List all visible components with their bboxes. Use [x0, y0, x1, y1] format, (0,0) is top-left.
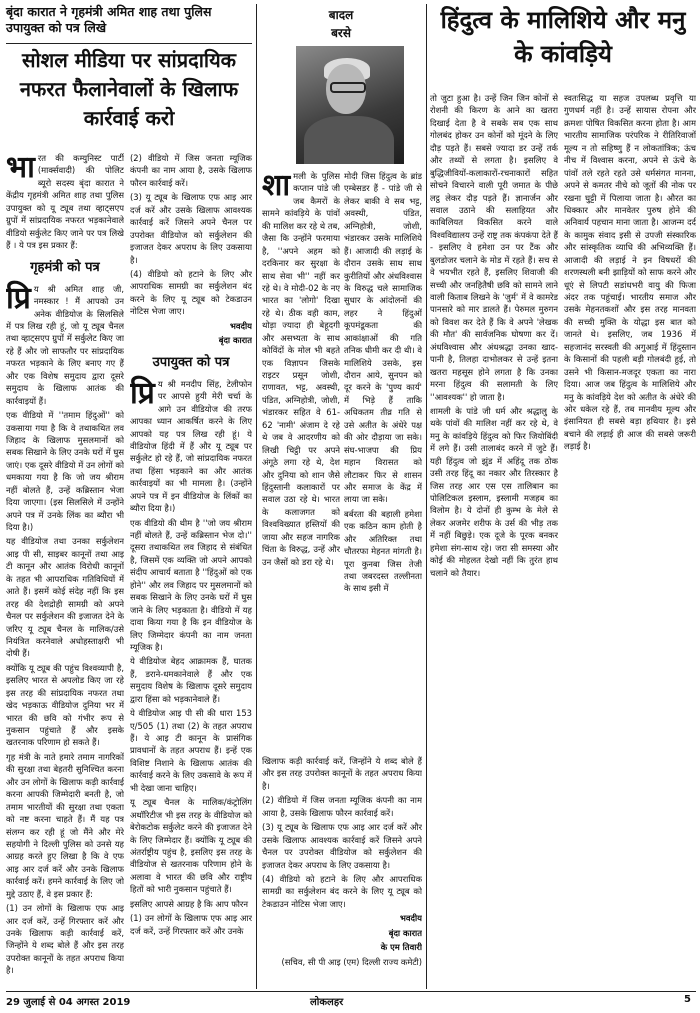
body-paragraph: एक वीडियो की थीम है ''जो जय श्रीराम नहीं बोलते हैं, उन्हें कब्रिस्तान भेज दो।'' दूसरा तथाकथित लव जिहाद से संबंधित है, जिसमें एक व्यक्ति जो अपने आपको संदीप आचार्य बताता है ''हिंदुओं को एक होने'' और लव जिहाद पर मुसलमानों को सबक सिखाने के लिए उनके घरों में घुस जाने के लिए भड़काता है। वीडियो में यह दावा किया गया है कि इन वीडियोज के लिए जिम्मेदार कंपनी का नाम जनता म्यूजिक है। [130, 517, 252, 652]
column-rule [256, 4, 257, 989]
body-paragraph: तो जुटा हुआ है। उन्हें जिन जिन कोनों से रोशनी की किरण के आने का खतरा दिखाई देता है वे सबके सब एक साथ गोलबंद होकर उन कोनों को मूंदने के लिए दौड़ पड़ते हैं। सबसे ज्यादा डर उन्हें तर्क और तथ्यों से लगता है। इसलिए वे बुद्धिजीवियों-कलाकारों-रचनाकारों सहित सोचने विचारने वाली पूरी जमात के पीछे लट्ठ लेकर दौड़ पड़ते हैं। ज्ञानार्जन और सवाल उठाने की सलाहियत और काबिलियत विकसित करने वाले विश्वविद्यालय उन्हें राष्ट्र तक कंपकंपा देते हैं - इसलिए वे हमेशा उन पर टैंक और बुलडोजर चलाने के मोड में रहते हैं। सच से वे भयभीत रहते हैं, इसलिए शिवाजी की सच्ची और जनहितैषी छवि को सामने लाने वाली किताब लिखने के 'जुर्म' में वे कामरेड पानसारे को मार डालते हैं। पेरुमल मुरुगन को विवश कर देते हैं कि वे अपने 'लेखक की मौत' की सार्वजनिक घोषणा कर दें। अंधविश्वास और अंधश्रद्धा उनका खाद-पानी है, तिलहा दाभोलकर से उन्हें इतना खतरा महसूस होने लगता है कि उनका मरना हिंदुत्व की सलामती के लिए ''आवश्यक'' हो जाता है। [430, 93, 558, 402]
body-paragraph: (4) वीडियो को हटाने के लिए और आपराधिक सामग्री का सर्कुलेशन बंद करने के लिए यू ट्यूब को टेकडाउन नोटिस भेजा जाए। [262, 873, 422, 909]
body-paragraph: खिलाफ कड़ी कार्रवाई करें, जिन्होंने ये शब्द बोले हैं और इस तरह उपरोक्त कानूनों के तहत अपराध किया है। [262, 756, 422, 791]
left-column-2 [130, 152, 252, 980]
footer-date: 29 जुलाई से 04 अगस्त 2019 [6, 997, 131, 1008]
body-paragraph: (4) वीडियो को हटाने के लिए और आपराधिक सामग्री का सर्कुलेशन बंद करने के लिए यू ट्यूब को टेकडाउन नोटिस भेजा जाए। [130, 268, 252, 317]
column-title-line: बादल [328, 8, 354, 22]
divider [6, 43, 252, 44]
subhead-commissioner: उपायुक्त को पत्र [152, 354, 230, 370]
drop-cap: प्रि [6, 280, 31, 316]
letter-paragraph: य श्री मनदीप सिंह, टेलीफोन पर आपसे हुयी मेरी चर्चा के आगे उन वीडियोज की तरफ आपका ध्यान आकर्षित करने के लिए आपको यह पत्र लिख रही हूं। ये वीडियोज हिंदी में हैं और यू ट्यूब पर सर्कुलेट हो रहे हैं, जो सांप्रदायिक नफरत तथा हिंसा भड़काने का और आतंक कार्रवाइयों का भी मामला है। (उन्होंने अपने पत्र में इन वीडियोज के लिंकों का ब्यौरा दिया है।) [130, 378, 252, 514]
body-paragraph: शामली के पांडे जी धर्म और श्रद्धालु के थके पांवों की मालिश नहीं कर रहे थे, वे मनु के कांवड़िये हिंदुत्व को फिर जियोबिंदी में लगे हैं। उसी तालाबंद करने में जुटे हैं। यही हिंदुत्व जो झुंड में अहिंदू तक ठोक उसी तरह हिंदू का नकार और तिरस्कार है जिस तरह आर एस एस तालिबान का पोलिटिकल इस्लाम, इस्लामी मजहब का विलोम है। ये दोनों ही कुम्भ के मेले से लेकर अजमेर शरीफ के उर्स की भीड़ तक में नहीं बिछुड़े। एक दूजे के पूरक बनकर हमेशा संग-साथ रहे। जरा सी समस्या और कोई की मोहलत देखो नहीं कि तुरंत हाथ चलाने को तैयार। [430, 405, 558, 578]
body-paragraph: इसलिए आपसे आग्रह है कि आप फौरन [130, 898, 248, 909]
left-column-1 [6, 152, 124, 980]
body-paragraph: मोदी जिस हिंदुत्व के ब्रांड एम्बेसडर हैं - पांडे जी से लेकर बाकी वे सब भट्ट, अवस्थी, पंडित, अग्निहोत्री, जोशी, भंडारकर उसके मालिशिये हैं। आजादी की लड़ाई के दौरान उसके साथ साथ कुरीतियों और अंधविश्वास के विरुद्ध चले सामाजिक सुधार के आंदोलनों की लहर ने हिंदुओं कूपमंडूकता की आकांक्षाओं की गति तनिक धीमी कर दी थी। वे मालिशिये उसके, इस दौरान आये, सुनपन को दूर करने के 'पुण्य कार्य' में भिड़े हैं ताकि अधिकतम तीव्र गति से उसे अतीत के अंधेरे पक्ष की ओर दौड़ाया जा सके। संघ-भाजपा की प्रिय महान विरासत को लौटाकर फिर से शासन और समाज के केंद्र में लाया जा सके। [344, 171, 422, 505]
drop-cap: शा [262, 170, 291, 203]
signoff-close: भवदीय [399, 913, 422, 924]
badal-column-b [344, 170, 422, 750]
body-paragraph: (2) वीडियो में जिस जनता म्यूजिक कंपनी का नाम आया है, उसके खिलाफ फौरन कार्रवाई करें। [262, 795, 422, 818]
body-paragraph: यह वीडियोज तथा उनका सर्कुलेशन आइ पी सी, साइबर कानूनों तथा आइ टी कानून और आतंक विरोधी कानूनों के तहत भी आपराधिक गतिविधियों में आते हैं। इसमें कोई संदेह नहीं कि इस तरह की देशद्रोही सामग्री को अपने चैनल पर सर्कुलेशन की इजाजत देने के जरिए यू ट्यूब चैनल के मालिक/उसे नियंत्रित करनेवाले अधोहस्ताक्षरी भी दोषी हैं। [6, 536, 124, 659]
footer-rule [6, 991, 696, 992]
signoff-name: के एम तिवारी [380, 942, 422, 953]
right-column-1 [430, 92, 558, 982]
drop-cap: भा [6, 152, 35, 185]
letter-continuation [262, 755, 422, 985]
body-paragraph: स्वतःसिद्ध या सहज उपलब्ध प्रवृत्ति या गुणधर्म नहीं है। उन्हें सायास रोपना और क्रमशः पोषित विकसित करना होता है। आम भारतीय सामाजिक परंपरिक ने रीतिरिवाजों मूल्य न तो सहिष्णु हैं न लोकतांत्रिक; ऊंच नीच में विश्वास करना, अपने से ऊंचे के पांवों तले रहते रहते उसे धर्मसंगत मानना, अपने से कमतर नीचे को जूतों की नोक पर रखना घुट्टी में पिलाया जाता है। औरत का धिक्कार और मानवेतर पुरुष होने की अनिवार्य पहचान माना जाता है। आजन्म दर्द के कामुक संवाद इसी से उपजी संस्कारिक और सांस्कृतिक व्याधि की अभिव्यक्ति हैं। आजादी की लड़ाई ने इन विषधरों की शरणस्थली बनी झाड़ियों को साफ करने और धूएं से लिपटी सडांधभरी वायु की फिजा अंदर तक पहुंचाई। भारतीय समाज और उसके मेहनतकशों और इस तरह मानवता की सच्ची मुक्ति के योद्धा इस बात को जानते थे। इसलिए, जब 1936 में सहजानंद सरस्वती की अगुआई में हिंदुस्तान के किसानों की पहली बड़ी गोलबंदी हुई, तो उसने भी किसान-मजदूर एकता का नारा दिया। आज जब हिंदुत्व के मालिशिये और मनु के कांवड़िये देश को अतीत के अंधेरे की ओर धकेल रहे हैं, तब मानवीय मूल्य और इंसानियत ही सबसे बड़ा हथियार है। इसे बचाने की लड़ाई ही आज की सबसे जरूरी लड़ाई है। [564, 93, 696, 452]
body-paragraph: ये वीडियोज आइ पी सी की धारा 153 ए/505 (1) तथा (2) के तहत अपराध हैं। ये आइ टी कानून के प्रासंगिक प्रावधानों के तहत अपराध हैं। इन्हें एक विशिष्ट निशाने के खिलाफ आतंक की कार्रवाई करने के लिए उकसावे के रूप में भी देखा जाना चाहिए। [130, 708, 252, 793]
kicker: बृंदा कारात ने गृहमंत्री अमित शाह तथा पुलिस उपायुक्त को पत्र लिखे [6, 4, 212, 35]
signoff-close: भवदीय [229, 320, 252, 331]
subhead-home-minister: गृहमंत्री को पत्र [30, 259, 100, 275]
left-headline: सोशल मीडिया पर सांप्रदायिक नफरत फैलानेवालों के खिलाफ कार्रवाई करो [19, 48, 239, 130]
body-paragraph: गृह मंत्री के नाते हमारे तमाम नागरिकों की सुरक्षा तथा बेहतरी सुनिश्चित करना और उन लोगों के खिलाफ कड़ी कार्रवाई करना आपकी जिम्मेदारी बनती है, जो तमाम भारतीयों की सुरक्षा तथा एकता को नष्ट करना चाहते हैं। मैं यह पत्र संलग्न कर रही हूं जो मैंने और मेरे सहयोगी ने दिल्ली पुलिस को उनसे यह आग्रह करते हुए लिखा है कि वे एफ आइ आर दर्ज करें और उनके खिलाफ कार्रवाई करें। हमने कार्रवाई के लिए जो मुद्दे उठाए हैं, वे इस प्रकार हैं: [6, 751, 124, 899]
body-paragraph: (3) यू ट्यूब के खिलाफ एफ आइ आर दर्ज करें और उसके खिलाफ आवश्यक कार्रवाई करें जिसने अपने चैनल पर उपरोक्त वीडियोज को सर्कुलेशन की इजाजत देकर अपराध के लिए उकसाया है। [130, 192, 252, 265]
columnist-photo [296, 46, 404, 164]
signoff-name: बृंदा कारात [218, 335, 252, 346]
signoff-role: (सचिव, सी पी आइ (एम) दिल्ली राज्य कमेटी) [281, 956, 422, 967]
column-title [262, 6, 420, 42]
body-paragraph: क्योंकि यू ट्यूब की पहुंच विश्वव्यापी है, इसलिए भारत से अपलोड किए जा रहे इस तरह की सांप्रदायिक नफरत तथा खेद भड़काऊ वीडियोज दुनिया भर में भारत की छवि को गंभीर रूप से नुकसान पहुंचाते हैं और इसके खतरनाक परिणाम हो सकते हैं। [6, 662, 124, 748]
right-headline: हिंदुत्व के मालिशिये और मनु के कांवड़िये [440, 6, 686, 68]
photo-glasses [330, 82, 366, 93]
signoff-name: बृंदा कारात [388, 927, 422, 938]
body-paragraph: बर्बरता की बहाली हमेशा एक कठिन काम होती है और अतिरिक्त तथा चौतरफा मेहनत मांगती है। पूरा कुनबा जिस तेजी तथा जबरदस्त तल्लीनता के साथ इसी में [344, 508, 422, 594]
column-rule [426, 4, 427, 989]
body-paragraph: (1) उन लोगों के खिलाफ एफ आइ आर दर्ज करें, उन्हें गिरफ्तार करें और उनके [130, 913, 252, 936]
badal-column-a [262, 170, 340, 750]
letter-paragraph: य श्री अमित शाह जी, नमस्कार ! मैं आपको उन अनेक वीडियोज के सिलसिले में पत्र लिख रही हूं, जो यू ट्यूब चैनल तथा व्हाट्सएप ग्रुपों में सर्कुलेट किए जा रहे हैं और जो साफतौर पर सांप्रदायिक नफरत भड़काने के लिए बनाए गए हैं और एक विशेष समुदाय द्वारा दूसरे समुदाय के खिलाफ आतंक की कार्रवाइयों हैं। [6, 283, 124, 406]
body-paragraph: (1) उन लोगों के खिलाफ एफ आइ आर दर्ज करें, उन्हें गिरफ्तार करें और उनके खिलाफ कड़ी कार्रवाई करें, जिन्होंने ये शब्द बोले हैं और इस तरह उपरोक्त कानूनों के तहत अपराध किया है। [6, 903, 124, 976]
body-paragraph: यू ट्यूब चैनल के मालिक/कंट्रोलिंग अथॉरिटीज भी इस तरह के वीडियोज को बेरोकटोक सर्कुलेट करने की इजाजत देने के लिए जिम्मेदार हैं। क्योंकि यू ट्यूब की अंतर्राष्ट्रीय पहुंच है, इसलिए इस तरह के वीडियोज से खतरनाक परिणाम होने के अलावा वे भारत की छवि और राष्ट्रीय हितों को भारी नुकसान पहुंचाते हैं। [130, 797, 252, 895]
column-title-line: बरसे [331, 26, 351, 40]
body-paragraph: मली के पुलिस कप्तान पांडे जी जब कैमरों के सामने कांवड़िये के पांवों की मालिश कर रहे थे तब, जैसा कि उन्होंने फरमाया है, ''अपने अहम को दरकिनार कर सुरक्षा के साथ सेवा भी'' नहीं कर रहे थे। वे मोदी-02 के नए भारत का 'लोगो' दिखा रहे थे। ठीक वही काम, थोड़ा ज्यादा ही बेहूदगी और असभ्यता के साथ कोविंदों के मोल भी बहते एक विज्ञापन जिसके राइटर प्रसून जोशी, राणावत, भट्ट, अवस्थी, पंडित, अग्निहोत्री, जोशी, भंडारकर सहित वे 61-62 'नामी' अंजाम दे रहे थे जब वे आदरणीय को लिखी चिट्ठी पर अपने अंगूठे लगा रहे थे, देश और दुनिया को शान जैसे हिंदुस्तानी कलाकारों पर सवाल उठा रहे थे। भारत के कलाजगत को विश्वविख्यात हस्तियों की जाया और सहज नागरिक चिंता के विरुद्ध, उन्हें और उन जैसों को डरा रहे थे। [262, 171, 340, 567]
footer-publication: लोकलहर [310, 997, 344, 1008]
body-paragraph: (3) यू ट्यूब के खिलाफ एफ आइ आर दर्ज करें और उसके खिलाफ आवश्यक कार्रवाई करें जिसने अपने चैनल पर उपरोक्त वीडियोज को सर्कुलेशन की इजाजत देकर अपराध के लिए उकसाया है। [262, 822, 422, 870]
body-paragraph: (2) वीडियो में जिस जनता म्यूजिक कंपनी का नाम आया है, उसके खिलाफ फौरन कार्रवाई करें। [130, 153, 252, 188]
right-column-2 [564, 92, 696, 982]
drop-cap: प्रि [130, 375, 155, 411]
body-paragraph: एक वीडियो में ''तमाम हिंदुओं'' को उकसाया गया है कि वे तथाकथित लव जिहाद के खिलाफ मुसलमानों को सबक सिखाने के लिए उनके घरों में घुस जाएं। एक दूसरे वीडियो में उन लोगों को धमकाया गया है कि जो जय श्रीराम नहीं बोलते हैं, उन्हें कब्रिस्तान भेजा दिया जाएगा। (इस सिलसिले में उन्होंने अपने पत्र में उनके लिंक का ब्यौरा भी दिया है।) [6, 410, 124, 533]
photo-body [304, 116, 394, 164]
intro-paragraph: रत की कम्युनिस्ट पार्टी (मार्क्सवादी) की पोलिट ब्यूरो सदस्य बृंदा कारात ने केंद्रीय गृहमंत्री अमित शाह तथा पुलिस उपायुक्त को यू ट्यूब तथा व्हाट्सएप ग्रुपों में सांप्रदायिक नफरत भड़कानेवाले वीडियो सर्कुलेट किए जाने पर पत्र लिखे हैं । ये पत्र इस प्रकार हैं: [6, 153, 124, 251]
page-number: 5 [684, 994, 691, 1005]
body-paragraph: ये वीडियोज बेहद आक्रामक हैं, घातक हैं, डराने-धमकानेवाले हैं और एक समुदाय विशेष के खिलाफ दूसरे समुदाय द्वारा हिंसा को भड़कानेवाले हैं। [130, 656, 252, 704]
